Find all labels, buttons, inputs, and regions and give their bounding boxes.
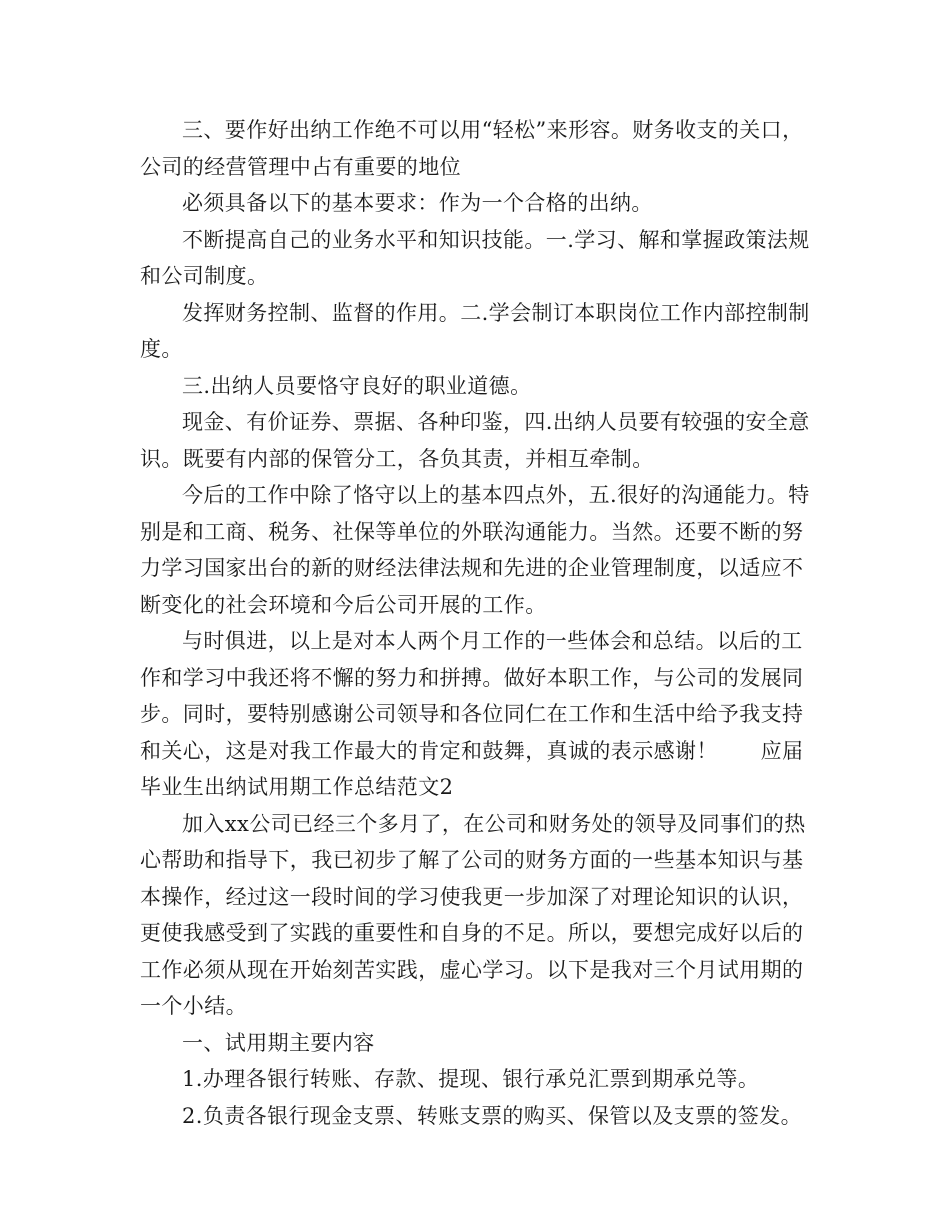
section-heading: 一、试用期主要内容 [182,1030,375,1055]
paragraph: 与时俱进，以上是对本人两个月工作的一些体会和总结。以后的工作和学习中我还将不懈的努力和拼搏。做好本职工作，与公司的发展同步。同时，要特别感谢公司领导和各位同仁在工作和生活中给予我支持和关心，这是对我工作最大的肯定和鼓舞，真诚的表示感谢！ 应届毕业生出纳试用期工作总结范文2 [140,629,804,799]
paragraph: 发挥财务控制、监督的作用。二.学会制订本职岗位工作内部控制制度。 [140,300,810,361]
paragraph: 今后的工作中除了恪守以上的基本四点外，五.很好的沟通能力。特别是和工商、税务、社保等单位的外联沟通能力。当然。还要不断的努力学习国家出台的新的财经法律法规和先进的企业管理制度，以适应不断变化的社会环境和今后公司开展的工作。 [140,483,810,617]
list-item: 2.负责各银行现金支票、转账支票的购买、保管以及支票的签发。 [182,1103,803,1128]
paragraph: 三、要作好出纳工作绝不可以用“轻松”来形容。财务收支的关口，公司的经营管理中占有重要的地位 [140,118,804,179]
paragraph: 必须具备以下的基本要求：作为一个合格的出纳。 [182,191,653,215]
paragraph: 现金、有价证券、票据、各种印鉴，四.出纳人员要有较强的安全意识。既要有内部的保管分工，各负其责，并相互牵制。 [140,410,810,471]
list-item: 1.办理各银行转账、存款、提现、银行承兑汇票到期承兑等。 [182,1067,760,1091]
paragraph: 三.出纳人员要恪守良好的职业道德。 [182,373,532,398]
paragraph: 加入xx公司已经三个多月了，在公司和财务处的领导及同事们的热心帮助和指导下，我已初步了解了公司的财务方面的一些基本知识与基本操作，经过这一段时间的学习使我更一步加深了对理论知识的认识，更使我感受到了实践的重要性和自身的不足。所以，要想完成好以后的工作必须从现在开始刻苦实践，虚心学习。以下是我对三个月试用期的一个小结。 [140,811,806,1018]
paragraph: 不断提高自己的业务水平和知识技能。一.学习、解和掌握政策法规和公司制度。 [140,227,810,288]
document-body [140,112,820,1134]
